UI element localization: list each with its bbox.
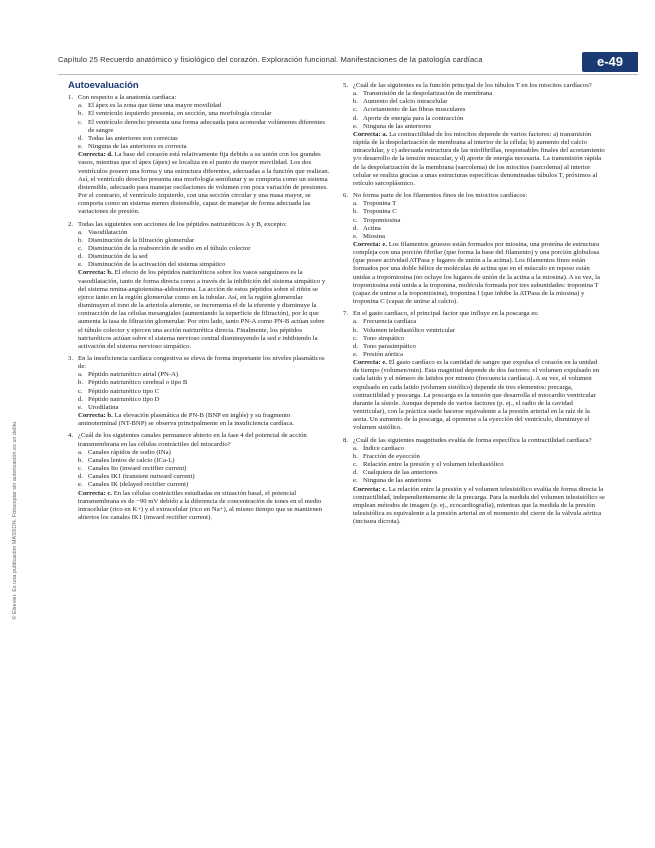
answer-text: La relación entre la presión y el volumen telesistólico evalúa de forma directa la contractilidad, independientemente de la precarga. Para la medida del volumen telesistólico se emplean métodos de imagen (p. ej., ecocardiografía), mientras que la medida de la presión telesistólica es equivalente a la presión arterial en el momento del cierre de la válvula aórtica (incisura dícrota). bbox=[353, 485, 605, 526]
option-letter: c. bbox=[78, 387, 83, 395]
question-number: 4. bbox=[68, 432, 74, 440]
question-number: 3. bbox=[68, 355, 74, 362]
option-text: Miosina bbox=[363, 232, 385, 240]
question-stem bbox=[343, 310, 605, 318]
answer-label: Correcta: c. bbox=[78, 489, 113, 497]
option-text: Canales IK1 (transient outward current) bbox=[88, 473, 195, 481]
option-text: Frecuencia cardíaca bbox=[363, 318, 417, 326]
question-stem bbox=[343, 82, 605, 90]
answer-text: Los filamentos gruesos están formados por miosina, una proteína de estructura compleja con una porción fibrilar (que forma la base del filamento) y una porción globulosa (que posee actividad ATPasa y lugares de unión a la actina). Los filamentos finos están formados por una doble hélice de moléculas de actina que en el músculo en reposo están unidas a tropomiosina (no ocluye los lugares de unión de la actina a la miosina). A su vez, la tropomiosina está unida a la troponina, molécula formada por tres subunidades: troponina T (capaz de unirse a la tropomiosina), troponina I (que inhibe la ATPasa de la miosina) y troponina C (capaz de unirse al calcio). bbox=[353, 240, 601, 306]
option-text: Péptido natriurético cerebral o tipo B bbox=[88, 379, 188, 387]
option-item bbox=[78, 143, 330, 151]
option-letter: e. bbox=[353, 122, 358, 130]
option-text: Disminución de la sed bbox=[88, 253, 148, 261]
option-item bbox=[353, 335, 605, 343]
option-letter: b. bbox=[353, 208, 359, 216]
option-item bbox=[353, 115, 605, 123]
option-letter: a. bbox=[353, 90, 358, 98]
option-letter: e. bbox=[353, 477, 358, 485]
option-item bbox=[353, 200, 605, 208]
question-text: ¿Cuál de los siguientes canales permanece abierto en la fase 4 del potencial de acción transmembrana en las células contráctiles del miocardio? bbox=[78, 432, 307, 448]
option-list bbox=[78, 102, 330, 151]
option-list bbox=[353, 318, 605, 359]
answer-text: El gasto cardíaco es la cantidad de sangre que expulsa el corazón en la unidad de tiempo (volumen/min). Esta magnitud depende de dos factores: el volumen expulsado en cada latido y el número de latidos por minuto (frecuencia cardíaca). A su vez, el volumen expulsado en cada latido (volumen sistólico) depende de tres elementos: precarga, contractilidad y poscarga. La poscarga es la tensión que desarrolla el miocardio ventricular durante la sístole. Aunque depende de varios factores (p. ej., el radio de la cavidad ventricular), con la práctica suele hacerse equivalente a la presión arterial en la raíz de la aorta. Un aumento de la poscarga, al oponerse a la eyección del ventrículo, disminuye el volumen sistólico. bbox=[353, 359, 600, 432]
option-letter: b. bbox=[353, 98, 359, 106]
option-text: Presión aórtica bbox=[363, 351, 403, 358]
option-list bbox=[78, 229, 330, 270]
option-list bbox=[78, 371, 330, 412]
option-text: Relación entre la presión y el volumen telediastólico bbox=[363, 461, 504, 469]
option-text: El ápex es la zona que tiene una mayor movilidad bbox=[88, 102, 222, 110]
option-text: Ninguna de las anteriores bbox=[363, 477, 432, 485]
option-item bbox=[353, 106, 605, 114]
option-item bbox=[78, 481, 330, 489]
option-list bbox=[353, 90, 605, 131]
option-text: El ventrículo derecho presenta una forma adecuada para acomodar volúmenes diferentes de sangre bbox=[88, 118, 325, 134]
option-item bbox=[353, 90, 605, 98]
question-stem bbox=[68, 94, 330, 102]
option-item bbox=[353, 233, 605, 241]
right-column bbox=[343, 82, 605, 530]
answer-label: Correcta: e. bbox=[353, 240, 388, 248]
option-item bbox=[78, 388, 330, 396]
answer-explanation bbox=[78, 151, 330, 216]
option-letter: e. bbox=[353, 351, 358, 358]
section-title: Autoevaluación bbox=[68, 80, 139, 91]
option-letter: e. bbox=[78, 481, 83, 489]
question-number: 2. bbox=[68, 220, 74, 228]
option-text: Tono simpático bbox=[363, 334, 405, 342]
question-text: En el gasto cardíaco, el principal factor que influye en la poscarga es: bbox=[353, 310, 539, 318]
option-letter: d. bbox=[78, 253, 84, 261]
option-letter: a. bbox=[353, 318, 358, 326]
answer-label: Correcta: c. bbox=[353, 485, 388, 493]
option-text: Péptido natriurético tipo D bbox=[88, 395, 160, 403]
option-letter: d. bbox=[78, 395, 84, 403]
option-item bbox=[353, 445, 605, 453]
option-item bbox=[353, 208, 605, 216]
option-letter: c. bbox=[78, 465, 83, 473]
chapter-title: Capítulo 25 Recuerdo anatómico y fisiológico del corazón. Exploración funcional. Manifestaciones de la patología cardíaca bbox=[58, 55, 483, 64]
option-text: Cualquiera de las anteriores bbox=[363, 469, 438, 477]
option-letter: d. bbox=[353, 469, 359, 477]
question-stem bbox=[68, 221, 330, 229]
option-letter: a. bbox=[78, 371, 83, 379]
option-text: Fracción de eyección bbox=[363, 452, 420, 460]
option-letter: c. bbox=[78, 118, 83, 126]
option-text: Tono parasimpático bbox=[363, 342, 416, 350]
option-item bbox=[78, 135, 330, 143]
header-divider bbox=[58, 74, 638, 75]
page-number-badge: e-49 bbox=[582, 52, 638, 72]
option-list bbox=[353, 445, 605, 486]
option-letter: a. bbox=[78, 228, 83, 236]
question-item bbox=[68, 432, 330, 522]
option-list bbox=[78, 449, 330, 490]
option-item bbox=[78, 245, 330, 253]
option-letter: b. bbox=[353, 326, 359, 334]
question-item bbox=[343, 82, 605, 188]
question-item bbox=[343, 192, 605, 306]
option-text: Canales IK (delayed rectifier current) bbox=[88, 481, 189, 489]
option-letter: e. bbox=[353, 232, 358, 240]
question-text: ¿Cuál de las siguientes es la función principal de los túbulos T en los miocitos cardíacos? bbox=[353, 82, 592, 89]
answer-explanation bbox=[353, 359, 605, 432]
answer-explanation bbox=[78, 490, 330, 523]
answer-explanation bbox=[353, 131, 605, 188]
option-letter: a. bbox=[78, 448, 83, 456]
option-item bbox=[353, 469, 605, 477]
option-text: Péptido natriurético tipo C bbox=[88, 387, 160, 395]
option-item bbox=[78, 229, 330, 237]
option-item bbox=[353, 217, 605, 225]
option-text: Canales rápidos de sodio (INa) bbox=[88, 448, 171, 456]
option-item bbox=[78, 449, 330, 457]
option-text: Volumen telediastólico ventricular bbox=[363, 326, 455, 334]
option-item bbox=[353, 318, 605, 326]
option-text: Canales Ito (inward rectifier current) bbox=[88, 465, 187, 473]
option-letter: c. bbox=[353, 216, 358, 224]
copyright-notice: © Elsevier. Es una publicación MASSON. Fotocopiar sin autorización es un delito. bbox=[12, 420, 18, 620]
option-item bbox=[353, 327, 605, 335]
option-letter: e. bbox=[78, 261, 83, 269]
answer-text: El efecto de los péptidos natriuréticos sobre los vasos sanguíneos es la vasodilatación, tanto de forma directa como a través de la inhibición del sistema simpático y del sistema renina-angiotensina-aldosterona. La acción de estos péptidos sobre el riñón se ejerce tanto en la región glomerular como en la tubular. Así, en la región glomerular disminuyen el tono de la arteriola aferente, se incrementa el de la eferente y disminuye la contracción de las células mesangiales (aumentando la superficie de filtración), por lo que aumenta la tasa de filtración glomerular. Por otro lado, tanto PN-A como PN-B actúan sobre el túbulo colector y ejercen una acción natriurética directa. Finalmente, los péptidos natriuréticos actúan sobre el sistema nervioso central disminuyendo la sed e inhibiendo la activación del sistema nervioso simpático. bbox=[78, 269, 326, 350]
option-letter: c. bbox=[353, 334, 358, 342]
option-item bbox=[78, 396, 330, 404]
option-text: El ventrículo izquierdo presenta, en sección, una morfología circular bbox=[88, 110, 272, 118]
answer-label: Correcta: b. bbox=[78, 269, 113, 277]
question-number: 5. bbox=[343, 82, 349, 89]
option-text: Aumento del calcio intracelular bbox=[363, 98, 448, 106]
option-letter: a. bbox=[78, 102, 83, 110]
page-header bbox=[58, 52, 638, 72]
option-item bbox=[353, 225, 605, 233]
option-letter: e. bbox=[78, 403, 83, 411]
option-letter: d. bbox=[353, 224, 359, 232]
option-text: Tropomiosina bbox=[363, 216, 401, 224]
option-text: Todas las anteriores son correctas bbox=[88, 134, 178, 142]
option-letter: d. bbox=[353, 342, 359, 350]
option-item bbox=[78, 102, 330, 110]
option-letter: d. bbox=[78, 134, 84, 142]
question-number: 6. bbox=[343, 192, 349, 200]
option-item bbox=[78, 261, 330, 269]
option-item bbox=[78, 465, 330, 473]
answer-text: La base del corazón está relativamente fija debido a su unión con los grandes vasos, mientras que el ápex (ápex) se localiza en el punto de mayor movilidad. Los dos ventrículos poseen una forma y una estructura diferentes, adecuadas a la función que realizan. Así, el ventrículo derecho presenta una morfología semilunar y se comporta como un sistema distensible, adecuado para manejar oscilaciones de volumen con poca variación de presiones. Por el contrario, el ventrículo izquierdo, con una sección circular y una masa mayor, se comporta como un sistema menos distensible, capaz de manejar de forma adecuada las variaciones de presión. bbox=[78, 151, 330, 216]
option-item bbox=[78, 110, 330, 118]
option-letter: d. bbox=[353, 114, 359, 122]
question-text: ¿Cuál de las siguientes magnitudes evalúa de forma específica la contractilidad cardíaca? bbox=[353, 436, 592, 444]
option-letter: a. bbox=[353, 200, 358, 208]
option-text: Índice cardíaco bbox=[363, 444, 405, 452]
answer-explanation bbox=[353, 486, 605, 527]
question-text: En la insuficiencia cardíaca congestiva se eleva de forma importante los niveles plasmáticos de: bbox=[78, 355, 325, 371]
question-number: 1. bbox=[68, 94, 74, 102]
answer-label: Correcta: b. bbox=[78, 412, 113, 420]
question-stem bbox=[68, 355, 330, 371]
option-letter: a. bbox=[353, 444, 358, 452]
option-item bbox=[78, 253, 330, 261]
option-text: Troponina T bbox=[363, 200, 397, 208]
option-text: Péptido natriurético atrial (PN-A) bbox=[88, 371, 179, 379]
option-text: Canales lentos de calcio (ICa-L) bbox=[88, 456, 175, 464]
answer-text: La contractilidad de los miocitos depende de varios factores: a) transmisión rápida de la despolarización de membrana al interior de la célula; b) aumento del calcio intracelular, y c) adecuada estructura de las miofibrillas, responsables finales del acortamiento y/o desarrollo de la tensión muscular, y d) aporte de energía necesaria. La transmisión rápida de la despolarización de la membrana (sarcolema) de los miocitos (sarcolema) al interior celular se realiza gracias a unas estructuras específicas denominadas túbulos T, próximos al retículo sarcoplásmico. bbox=[353, 130, 605, 187]
question-text: No forma parte de los filamentos finos de los miocitos cardíacos: bbox=[353, 192, 528, 200]
option-text: Actina bbox=[363, 224, 381, 232]
side-legal-note bbox=[2, 320, 28, 720]
option-item bbox=[78, 237, 330, 245]
option-text: Disminución de la filtración glomerular bbox=[88, 236, 195, 244]
option-item bbox=[353, 461, 605, 469]
option-list bbox=[353, 200, 605, 241]
option-letter: b. bbox=[78, 379, 84, 387]
option-letter: e. bbox=[78, 143, 83, 151]
question-text: Todas las siguientes son acciones de los péptidos natriuréticos A y B, excepto: bbox=[78, 220, 287, 228]
question-number: 7. bbox=[343, 310, 349, 318]
option-text: Ninguna de las anteriores bbox=[363, 122, 432, 130]
question-item bbox=[68, 221, 330, 352]
option-text: Aporte de energía para la contracción bbox=[363, 114, 464, 122]
option-letter: d. bbox=[78, 473, 84, 481]
option-text: Urodilatina bbox=[88, 403, 119, 411]
option-item bbox=[353, 477, 605, 485]
option-letter: b. bbox=[78, 456, 84, 464]
question-number: 8. bbox=[343, 436, 349, 444]
option-text: Ninguna de las anteriores es correcta bbox=[88, 143, 187, 151]
option-item bbox=[353, 123, 605, 131]
option-item bbox=[78, 404, 330, 412]
answer-explanation bbox=[78, 269, 330, 351]
option-item bbox=[78, 119, 330, 135]
option-item bbox=[78, 473, 330, 481]
left-column bbox=[68, 82, 330, 526]
option-letter: c. bbox=[353, 461, 358, 469]
question-item bbox=[343, 310, 605, 432]
option-letter: b. bbox=[78, 236, 84, 244]
answer-explanation bbox=[353, 241, 605, 306]
question-stem bbox=[68, 432, 330, 448]
option-item bbox=[78, 371, 330, 379]
answer-explanation bbox=[78, 412, 330, 428]
option-text: Disminución de la activación del sistema simpático bbox=[88, 261, 226, 269]
option-letter: b. bbox=[78, 110, 84, 118]
answer-label: Correcta: e. bbox=[353, 359, 388, 367]
question-stem bbox=[343, 437, 605, 445]
option-text: Transmisión de la despolarización de membrana bbox=[363, 90, 493, 98]
option-text: Disminución de la reabsorción de sodio en el túbulo colector bbox=[88, 244, 251, 252]
question-stem bbox=[343, 192, 605, 200]
option-letter: b. bbox=[353, 452, 359, 460]
option-letter: c. bbox=[78, 244, 83, 252]
option-item bbox=[353, 453, 605, 461]
answer-label: Correcta: a. bbox=[353, 130, 388, 138]
question-item bbox=[68, 94, 330, 216]
option-item bbox=[353, 351, 605, 359]
option-item bbox=[78, 457, 330, 465]
option-letter: c. bbox=[353, 106, 358, 114]
option-text: Acortamiento de las fibras musculares bbox=[363, 106, 466, 114]
option-item bbox=[78, 379, 330, 387]
question-text: Con respecto a la anatomía cardíaca: bbox=[78, 94, 177, 102]
question-item bbox=[68, 355, 330, 428]
answer-text: En las células contráctiles estudiadas en situación basal, el potencial transmembrana es de −90 mV debido a la diferencia de concentración de iones en el medio intracelular (rico en K+) y el extracelular (rico en Na+), al mismo tiempo que se mantienen abiertos los canales IK1 (inward rectifier current). bbox=[78, 489, 323, 521]
answer-text: La elevación plasmática de PN-B (BNP en inglés) y su fragmento aminoterminal (NT-BNP) se observa principalmente en la insuficiencia cardíaca. bbox=[78, 412, 295, 428]
question-item bbox=[343, 437, 605, 527]
answer-label: Correcta: d. bbox=[78, 151, 113, 159]
option-text: Vasodilatación bbox=[88, 228, 128, 236]
option-text: Troponina C bbox=[363, 208, 397, 216]
option-item bbox=[353, 343, 605, 351]
option-item bbox=[353, 98, 605, 106]
